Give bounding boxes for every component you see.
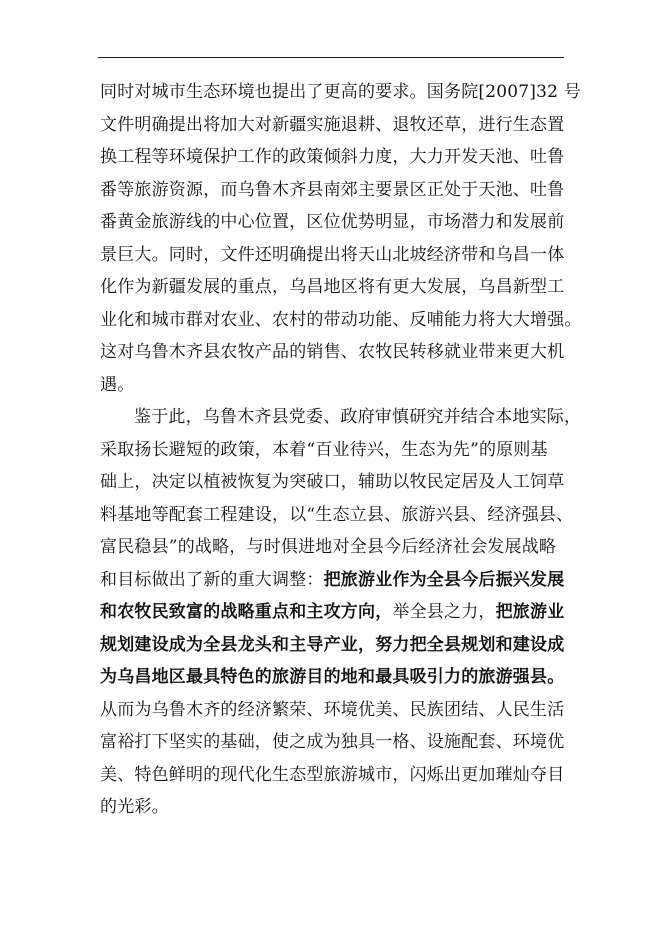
- text-line: 础上，决定以植被恢复为突破口，辅助以牧民定居及人工饲草: [100, 472, 565, 492]
- text-line: 业化和城市群对农业、农村的带动功能、反哺能力将大大增强。: [100, 309, 582, 330]
- text-line: 遇。: [100, 374, 135, 395]
- text-line: 番等旅游资源，而乌鲁木齐县南郊主要景区正处于天池、吐鲁: [100, 179, 565, 200]
- text-line: 换工程等环境保护工作的政策倾斜力度，大力开发天池、吐鲁: [100, 147, 565, 167]
- text-line: 这对乌鲁木齐县农牧产品的销售、农牧民转移就业带来更大机: [100, 342, 565, 362]
- text-line: 为乌昌地区最具特色的旅游目的地和最具吸引力的旅游强县。: [100, 667, 565, 687]
- text-line: 美、特色鲜明的现代化生态型旅游城市，闪烁出更加璀灿夺目: [100, 764, 565, 785]
- text-line: 番黄金旅游线的中心位置，区位优势明显，市场潜力和发展前: [100, 212, 565, 232]
- paragraph-2: [100, 401, 582, 824]
- text-line: 的光彩。: [100, 797, 169, 817]
- body-text: [100, 76, 582, 824]
- paragraph-1: [100, 76, 582, 401]
- text-line: 鉴于此，乌鲁木齐县党委、政府审慎研究并结合本地实际，: [134, 407, 582, 427]
- text-normal: 举全县之力，: [392, 602, 496, 622]
- text-line: 化作为新疆发展的重点，乌昌地区将有更大发展，乌昌新型工: [100, 277, 565, 297]
- text-line: 富裕打下坚实的基础，使之成为独具一格、设施配套、环境优: [100, 732, 565, 752]
- text-line: 富民稳县”的战略，与时俱进地对全县今后经济社会发展战略: [100, 537, 557, 557]
- text-line: 从而为乌鲁木齐的经济繁荣、环境优美、民族团结、人民生活: [100, 699, 565, 720]
- text-line: 文件明确提出将加大对新疆实施退耕、退牧还草，进行生态置: [100, 114, 565, 135]
- text-bold: 和农牧民致富的战略重点和主攻方向，: [100, 602, 393, 622]
- text-line: 采取扬长避短的政策，本着“百业待兴，生态为先”的原则基: [100, 439, 548, 460]
- text-line: [100, 564, 570, 597]
- text-bold: 把旅游业作为全县今后振兴发展: [323, 569, 565, 590]
- header-rule: [98, 57, 564, 58]
- text-line: 料基地等配套工程建设，以“生态立县、旅游兴县、经济强县、: [100, 504, 574, 525]
- text-line: 景巨大。同时，文件还明确提出将天山北坡经济带和乌昌一体: [100, 244, 565, 265]
- text-line: [100, 596, 570, 629]
- text-line: 同时对城市生态环境也提出了更高的要求。国务院[2007]32 号: [100, 82, 581, 102]
- text-bold: 把旅游业: [495, 602, 565, 622]
- text-normal: 和目标做出了新的重大调整：: [100, 569, 324, 590]
- text-line: 规划建设成为全县龙头和主导产业，努力把全县规划和建设成: [100, 634, 565, 655]
